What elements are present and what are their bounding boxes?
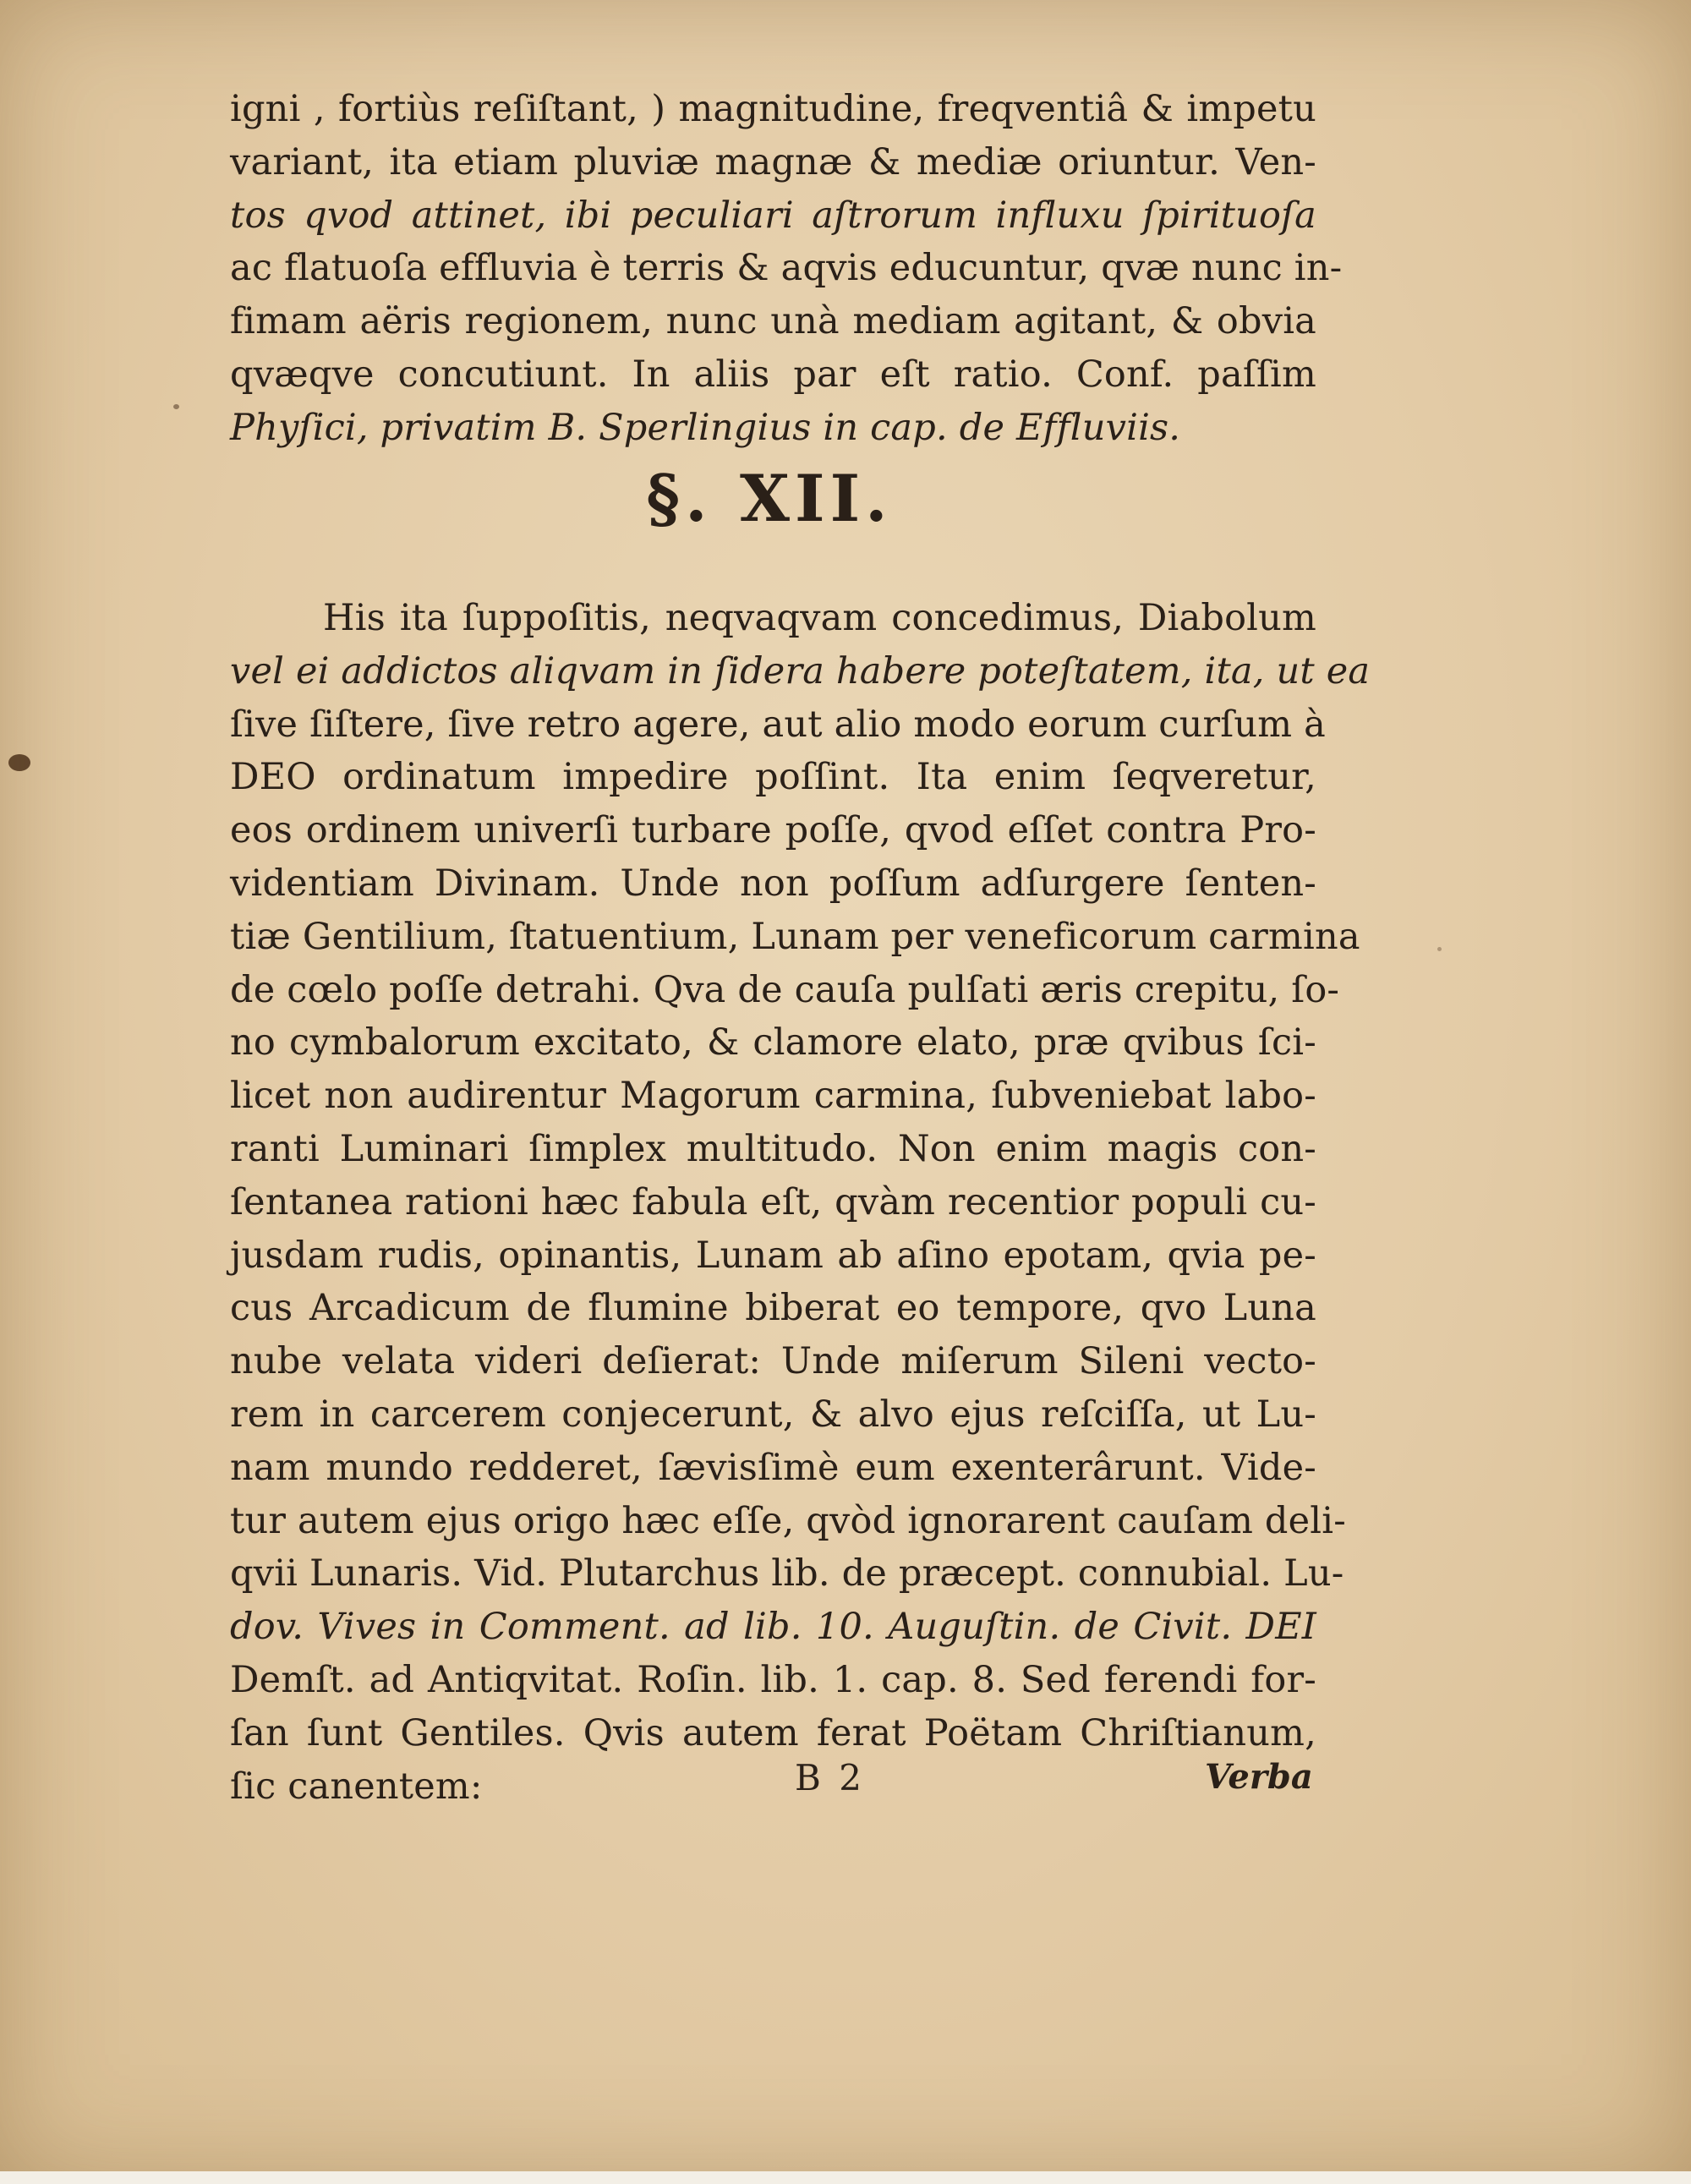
- text-line: qvii Lunaris. Vid. Plutarchus lib. de præcept. connubial. Lu-: [230, 1552, 1344, 1596]
- text-line: eos ordinem univerſi turbare poſſe, qvod eſſet contra Pro-: [230, 809, 1316, 852]
- text-line: DEO ordinatum impedire poſſint. Ita enim ſeqveretur,: [230, 756, 1316, 799]
- ink-stain-small: [173, 404, 179, 409]
- text-line: ſentanea rationi hæc fabula eſt, qvàm recentior populi cu-: [230, 1180, 1316, 1223]
- text-line: licet non audirentur Magorum carmina, ſubveniebat labo-: [230, 1075, 1316, 1118]
- section-heading: §. XII.: [646, 461, 893, 536]
- main-paragraph: [230, 592, 1371, 1813]
- text-line: tos qvod attinet, ibi peculiari aſtrorum influxu ſpirituoſa: [230, 194, 1316, 237]
- text-line: ſive ſiſtere, ſive retro agere, aut alio modo eorum curſum à: [230, 703, 1326, 746]
- text-line: nube velata videri deſierat: Unde miſerum Sileni vecto-: [230, 1340, 1316, 1383]
- text-line: cus Arcadicum de flumine biberat eo tempore, qvo Luna: [230, 1287, 1316, 1330]
- text-line: fimam aëris regionem, nunc unà mediam agitant, & obvia: [230, 300, 1316, 343]
- text-line: qvæqve concutiunt. In aliis par eſt ratio. Conf. paſſim: [230, 353, 1316, 396]
- text-line: de cœlo poſſe detrahi. Qva de cauſa pulſati æris crepitu, ſo-: [230, 968, 1340, 1011]
- text-line: jusdam rudis, opinantis, Lunam ab aſino epotam, qvia pe-: [230, 1234, 1316, 1277]
- signature-mark: B 2: [795, 1757, 865, 1798]
- continuation-paragraph: [230, 83, 1343, 455]
- text-line: igni , fortiùs reſiſtant, ) magnitudine, freqventiâ & impetu: [230, 88, 1316, 130]
- ink-stain: [8, 754, 30, 771]
- text-line: ſan ſunt Gentiles. Qvis autem ferat Poëtam Chriſtianum,: [230, 1711, 1316, 1754]
- text-line: no cymbalorum excitato, & clamore elato, præ qvibus ſci-: [230, 1021, 1316, 1065]
- text-line: videntiam Divinam. Unde non poſſum adſurgere ſenten-: [230, 862, 1316, 905]
- text-line: variant, ita etiam pluviæ magnæ & mediæ oriuntur. Ven-: [230, 140, 1316, 183]
- text-line: ac flatuoſa effluvia è terris & aqvis educuntur, qvæ nunc in-: [230, 247, 1343, 290]
- text-line: Demſt. ad Antiqvitat. Roſin. lib. 1. cap. 8. Sed ferendi for-: [230, 1658, 1316, 1701]
- catchword: Verba: [1205, 1757, 1313, 1797]
- text-line: ranti Luminari ſimplex multitudo. Non enim magis con-: [230, 1127, 1316, 1170]
- text-line: tur autem ejus origo hæc eſſe, qvòd ignorarent cauſam deli-: [230, 1499, 1346, 1542]
- page-bottom-edge: [0, 2171, 1691, 2184]
- ink-speck: [1437, 947, 1442, 951]
- text-line: ſic canentem:: [230, 1765, 483, 1808]
- text-line: nam mundo redderet, ſævisſimè eum exenterârunt. Vide-: [230, 1446, 1316, 1489]
- text-line: Phyſici, privatim B. Sperlingius in cap. de Effluviis.: [230, 406, 1181, 449]
- text-line: rem in carcerem conjecerunt, & alvo ejus reſciſſa, ut Lu-: [230, 1393, 1316, 1436]
- text-line: vel ei addictos aliqvam in ſidera habere poteſtatem, ita, ut ea: [230, 649, 1371, 692]
- text-line: dov. Vives in Comment. ad lib. 10. Auguſtin. de Civit. DEI: [230, 1606, 1316, 1649]
- text-line: tiæ Gentilium, ſtatuentium, Lunam per veneficorum carmina: [230, 915, 1360, 958]
- text-line: His ita ſuppoſitis, neqvaqvam concedimus, Diabolum: [323, 597, 1316, 639]
